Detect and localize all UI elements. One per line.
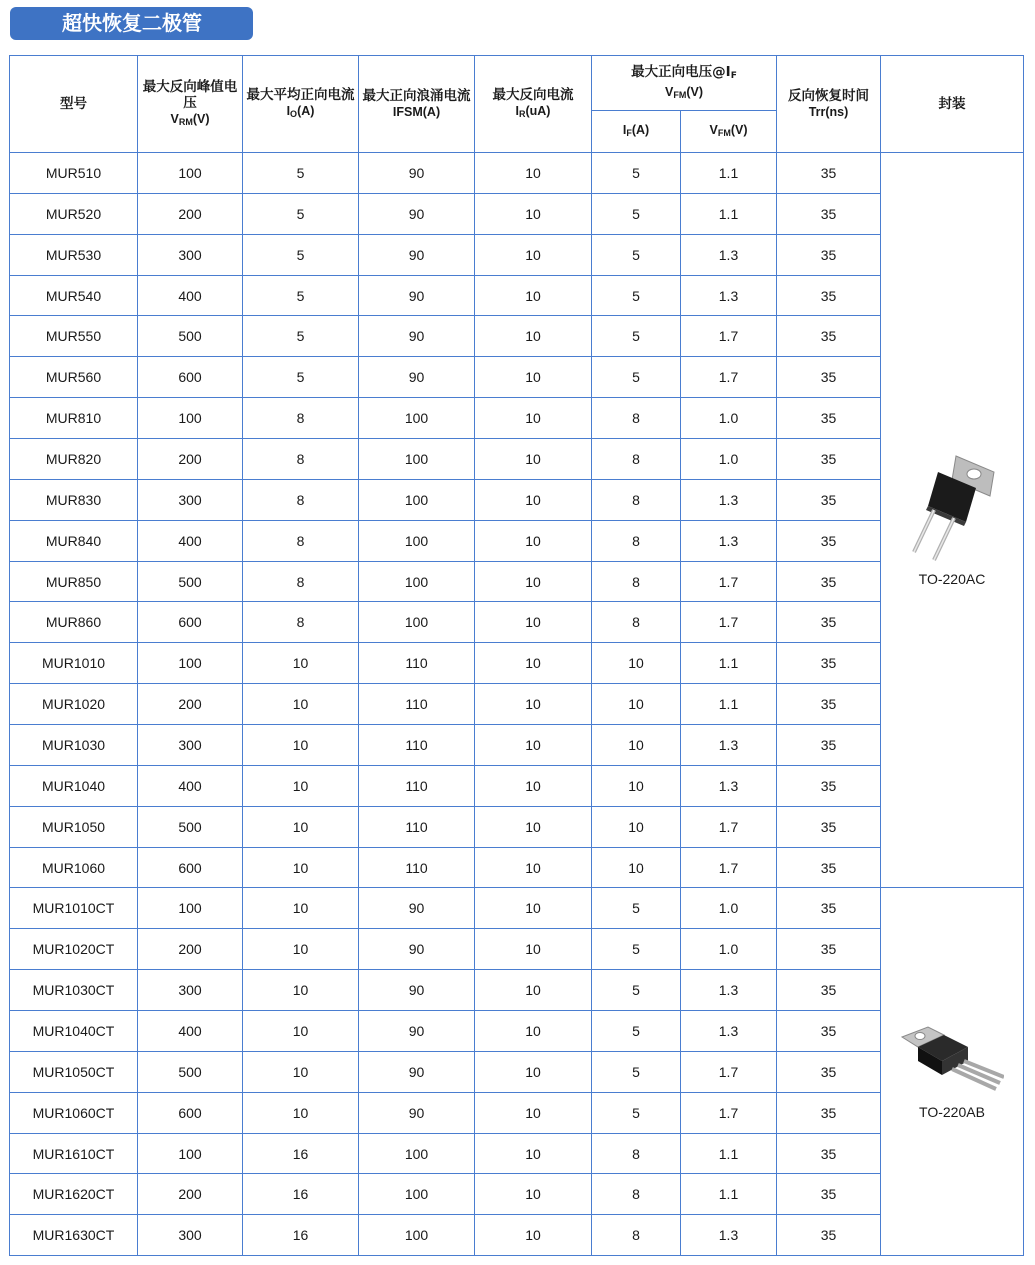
cell-ifsm: 90 <box>359 888 475 929</box>
cell-vrm: 400 <box>138 275 243 316</box>
cell-vf: 1.7 <box>681 1092 777 1133</box>
table-row <box>10 153 1024 194</box>
cell-ir: 10 <box>475 1174 592 1215</box>
cell-model: MUR1030 <box>10 725 138 766</box>
cell-io: 10 <box>243 1051 359 1092</box>
cell-ifsm: 110 <box>359 765 475 806</box>
cell-ir: 10 <box>475 1133 592 1174</box>
cell-model: MUR1620CT <box>10 1174 138 1215</box>
cell-ifsm: 90 <box>359 234 475 275</box>
cell-if: 10 <box>592 765 681 806</box>
cell-model: MUR1020 <box>10 684 138 725</box>
cell-if: 8 <box>592 398 681 439</box>
cell-io: 10 <box>243 643 359 684</box>
cell-ir: 10 <box>475 357 592 398</box>
cell-ifsm: 110 <box>359 847 475 888</box>
cell-vf: 1.0 <box>681 439 777 480</box>
spec-table-body <box>10 153 1024 1256</box>
cell-vf: 1.0 <box>681 888 777 929</box>
table-row <box>10 1092 1024 1133</box>
cell-io: 16 <box>243 1174 359 1215</box>
cell-if: 8 <box>592 561 681 602</box>
cell-if: 8 <box>592 1133 681 1174</box>
cell-if: 10 <box>592 806 681 847</box>
cell-vf: 1.7 <box>681 316 777 357</box>
cell-if: 8 <box>592 439 681 480</box>
cell-vrm: 100 <box>138 1133 243 1174</box>
cell-vrm: 500 <box>138 316 243 357</box>
table-row <box>10 439 1024 480</box>
cell-if: 10 <box>592 684 681 725</box>
cell-vf: 1.1 <box>681 684 777 725</box>
cell-if: 5 <box>592 970 681 1011</box>
cell-io: 8 <box>243 479 359 520</box>
cell-trr: 35 <box>777 888 881 929</box>
cell-ifsm: 100 <box>359 1215 475 1256</box>
cell-model: MUR830 <box>10 479 138 520</box>
cell-vrm: 300 <box>138 234 243 275</box>
cell-ifsm: 100 <box>359 602 475 643</box>
cell-io: 10 <box>243 1011 359 1052</box>
cell-vrm: 200 <box>138 439 243 480</box>
table-row <box>10 193 1024 234</box>
cell-trr: 35 <box>777 765 881 806</box>
cell-vrm: 400 <box>138 1011 243 1052</box>
cell-io: 5 <box>243 357 359 398</box>
cell-ir: 10 <box>475 1092 592 1133</box>
cell-io: 5 <box>243 193 359 234</box>
package-cell <box>881 888 1024 1256</box>
cell-if: 5 <box>592 1051 681 1092</box>
cell-io: 10 <box>243 888 359 929</box>
cell-model: MUR1050 <box>10 806 138 847</box>
cell-model: MUR840 <box>10 520 138 561</box>
cell-model: MUR1060 <box>10 847 138 888</box>
table-row <box>10 1051 1024 1092</box>
cell-vf: 1.3 <box>681 479 777 520</box>
cell-ir: 10 <box>475 929 592 970</box>
cell-trr: 35 <box>777 1133 881 1174</box>
cell-vf: 1.7 <box>681 357 777 398</box>
cell-io: 5 <box>243 234 359 275</box>
cell-vf: 1.0 <box>681 929 777 970</box>
cell-io: 8 <box>243 439 359 480</box>
cell-vf: 1.1 <box>681 1133 777 1174</box>
cell-vrm: 600 <box>138 847 243 888</box>
cell-vrm: 100 <box>138 888 243 929</box>
diode-spec-table <box>9 55 1024 1256</box>
cell-model: MUR530 <box>10 234 138 275</box>
cell-ifsm: 90 <box>359 1011 475 1052</box>
cell-if: 5 <box>592 316 681 357</box>
cell-model: MUR550 <box>10 316 138 357</box>
cell-ir: 10 <box>475 1215 592 1256</box>
cell-io: 5 <box>243 153 359 194</box>
header-vfm: 最大正向电压$@I_F$ $V_{FM}(V)$ <box>592 56 777 111</box>
cell-vrm: 200 <box>138 1174 243 1215</box>
cell-trr: 35 <box>777 479 881 520</box>
table-row <box>10 1133 1024 1174</box>
cell-vrm: 200 <box>138 193 243 234</box>
cell-trr: 35 <box>777 398 881 439</box>
cell-ifsm: 90 <box>359 929 475 970</box>
table-row <box>10 1011 1024 1052</box>
table-row <box>10 643 1024 684</box>
cell-ifsm: 100 <box>359 520 475 561</box>
cell-vrm: 100 <box>138 153 243 194</box>
cell-vf: 1.1 <box>681 1174 777 1215</box>
cell-io: 8 <box>243 520 359 561</box>
cell-model: MUR1610CT <box>10 1133 138 1174</box>
cell-trr: 35 <box>777 193 881 234</box>
cell-io: 10 <box>243 684 359 725</box>
cell-ifsm: 110 <box>359 643 475 684</box>
cell-io: 10 <box>243 847 359 888</box>
table-row <box>10 929 1024 970</box>
cell-ir: 10 <box>475 602 592 643</box>
header-ir: 最大反向电流 $I_R(uA)$ <box>475 56 592 153</box>
cell-io: 16 <box>243 1133 359 1174</box>
cell-vf: 1.3 <box>681 234 777 275</box>
table-row <box>10 398 1024 439</box>
table-row <box>10 479 1024 520</box>
cell-model: MUR810 <box>10 398 138 439</box>
cell-vf: 1.3 <box>681 275 777 316</box>
cell-ifsm: 90 <box>359 970 475 1011</box>
cell-trr: 35 <box>777 1215 881 1256</box>
table-row <box>10 275 1024 316</box>
header-ifsm: 最大正向浪涌电流 IFSM(A) <box>359 56 475 153</box>
cell-vrm: 600 <box>138 1092 243 1133</box>
cell-if: 8 <box>592 479 681 520</box>
cell-if: 5 <box>592 234 681 275</box>
table-row <box>10 847 1024 888</box>
cell-vf: 1.3 <box>681 1215 777 1256</box>
cell-vrm: 200 <box>138 929 243 970</box>
cell-if: 5 <box>592 357 681 398</box>
cell-ir: 10 <box>475 561 592 602</box>
cell-ir: 10 <box>475 479 592 520</box>
header-vrm: 最大反向峰值电压 $V_{RM}(V)$ <box>138 56 243 153</box>
cell-model: MUR1010 <box>10 643 138 684</box>
cell-ir: 10 <box>475 153 592 194</box>
cell-model: MUR510 <box>10 153 138 194</box>
cell-trr: 35 <box>777 602 881 643</box>
cell-if: 5 <box>592 275 681 316</box>
cell-model: MUR850 <box>10 561 138 602</box>
cell-io: 10 <box>243 929 359 970</box>
cell-ir: 10 <box>475 1051 592 1092</box>
cell-ir: 10 <box>475 888 592 929</box>
cell-ifsm: 100 <box>359 1133 475 1174</box>
cell-vrm: 400 <box>138 765 243 806</box>
cell-model: MUR1020CT <box>10 929 138 970</box>
cell-ifsm: 100 <box>359 1174 475 1215</box>
cell-vrm: 300 <box>138 725 243 766</box>
cell-ifsm: 90 <box>359 153 475 194</box>
cell-trr: 35 <box>777 1092 881 1133</box>
cell-ir: 10 <box>475 970 592 1011</box>
cell-model: MUR1050CT <box>10 1051 138 1092</box>
cell-io: 5 <box>243 316 359 357</box>
cell-vf: 1.7 <box>681 847 777 888</box>
cell-trr: 35 <box>777 970 881 1011</box>
cell-trr: 35 <box>777 847 881 888</box>
cell-io: 10 <box>243 725 359 766</box>
cell-io: 10 <box>243 806 359 847</box>
cell-model: MUR520 <box>10 193 138 234</box>
cell-model: MUR1040 <box>10 765 138 806</box>
cell-ifsm: 110 <box>359 806 475 847</box>
cell-vf: 1.1 <box>681 643 777 684</box>
table-row <box>10 234 1024 275</box>
cell-trr: 35 <box>777 316 881 357</box>
cell-vf: 1.7 <box>681 1051 777 1092</box>
table-row <box>10 520 1024 561</box>
cell-io: 10 <box>243 970 359 1011</box>
cell-trr: 35 <box>777 561 881 602</box>
table-row <box>10 1174 1024 1215</box>
table-row <box>10 316 1024 357</box>
cell-trr: 35 <box>777 1011 881 1052</box>
header-package: 封装 <box>881 56 1024 153</box>
cell-trr: 35 <box>777 643 881 684</box>
cell-vrm: 500 <box>138 1051 243 1092</box>
cell-ifsm: 110 <box>359 684 475 725</box>
cell-trr: 35 <box>777 153 881 194</box>
cell-model: MUR1030CT <box>10 970 138 1011</box>
cell-vf: 1.3 <box>681 1011 777 1052</box>
cell-ifsm: 90 <box>359 1092 475 1133</box>
cell-ifsm: 90 <box>359 316 475 357</box>
cell-ifsm: 100 <box>359 561 475 602</box>
table-row <box>10 561 1024 602</box>
cell-if: 5 <box>592 1092 681 1133</box>
to220ac-package-icon <box>904 454 1000 565</box>
cell-io: 16 <box>243 1215 359 1256</box>
package-label: TO-220AB <box>919 1104 985 1121</box>
cell-model: MUR860 <box>10 602 138 643</box>
table-row <box>10 1215 1024 1256</box>
cell-ir: 10 <box>475 193 592 234</box>
cell-model: MUR1060CT <box>10 1092 138 1133</box>
cell-vrm: 500 <box>138 806 243 847</box>
cell-model: MUR540 <box>10 275 138 316</box>
cell-trr: 35 <box>777 520 881 561</box>
cell-vrm: 500 <box>138 561 243 602</box>
cell-ir: 10 <box>475 439 592 480</box>
cell-io: 10 <box>243 1092 359 1133</box>
cell-trr: 35 <box>777 234 881 275</box>
cell-vf: 1.7 <box>681 561 777 602</box>
cell-vf: 1.7 <box>681 602 777 643</box>
cell-vrm: 300 <box>138 479 243 520</box>
cell-ifsm: 100 <box>359 479 475 520</box>
cell-trr: 35 <box>777 357 881 398</box>
to220ab-package-icon <box>900 1023 1004 1098</box>
cell-io: 8 <box>243 561 359 602</box>
cell-ifsm: 90 <box>359 357 475 398</box>
cell-if: 5 <box>592 153 681 194</box>
cell-if: 8 <box>592 1174 681 1215</box>
cell-vf: 1.1 <box>681 193 777 234</box>
table-row <box>10 684 1024 725</box>
cell-io: 8 <box>243 398 359 439</box>
cell-trr: 35 <box>777 1174 881 1215</box>
cell-vf: 1.3 <box>681 765 777 806</box>
cell-vf: 1.7 <box>681 806 777 847</box>
package-cell <box>881 153 1024 888</box>
cell-ir: 10 <box>475 316 592 357</box>
cell-if: 5 <box>592 888 681 929</box>
cell-model: MUR560 <box>10 357 138 398</box>
cell-model: MUR820 <box>10 439 138 480</box>
cell-trr: 35 <box>777 684 881 725</box>
cell-vf: 1.0 <box>681 398 777 439</box>
section-title: 超快恢复二极管 <box>10 7 253 40</box>
cell-ifsm: 100 <box>359 398 475 439</box>
cell-vrm: 300 <box>138 970 243 1011</box>
cell-trr: 35 <box>777 806 881 847</box>
cell-trr: 35 <box>777 439 881 480</box>
cell-ir: 10 <box>475 847 592 888</box>
cell-if: 5 <box>592 929 681 970</box>
cell-ir: 10 <box>475 725 592 766</box>
cell-ir: 10 <box>475 684 592 725</box>
cell-ifsm: 110 <box>359 725 475 766</box>
cell-trr: 35 <box>777 725 881 766</box>
header-trr: 反向恢复时间 Trr(ns) <box>777 56 881 153</box>
cell-vf: 1.3 <box>681 970 777 1011</box>
cell-ir: 10 <box>475 806 592 847</box>
cell-if: 8 <box>592 520 681 561</box>
table-row <box>10 765 1024 806</box>
cell-ifsm: 90 <box>359 275 475 316</box>
cell-if: 10 <box>592 643 681 684</box>
cell-vrm: 100 <box>138 398 243 439</box>
cell-vf: 1.3 <box>681 520 777 561</box>
cell-vrm: 600 <box>138 602 243 643</box>
cell-trr: 35 <box>777 929 881 970</box>
cell-model: MUR1040CT <box>10 1011 138 1052</box>
package-label: TO-220AC <box>918 570 986 587</box>
cell-if: 8 <box>592 1215 681 1256</box>
header-if: $I_F(A)$ <box>592 111 681 153</box>
cell-ir: 10 <box>475 398 592 439</box>
cell-vrm: 600 <box>138 357 243 398</box>
cell-trr: 35 <box>777 275 881 316</box>
cell-ir: 10 <box>475 234 592 275</box>
cell-if: 10 <box>592 847 681 888</box>
cell-io: 10 <box>243 765 359 806</box>
cell-ir: 10 <box>475 275 592 316</box>
table-row <box>10 725 1024 766</box>
cell-ifsm: 100 <box>359 439 475 480</box>
cell-if: 10 <box>592 725 681 766</box>
cell-ir: 10 <box>475 643 592 684</box>
header-vf: $V_{FM}(V)$ <box>681 111 777 153</box>
table-row <box>10 602 1024 643</box>
cell-if: 5 <box>592 1011 681 1052</box>
cell-vrm: 200 <box>138 684 243 725</box>
cell-ir: 10 <box>475 1011 592 1052</box>
table-row <box>10 357 1024 398</box>
cell-io: 5 <box>243 275 359 316</box>
cell-vrm: 300 <box>138 1215 243 1256</box>
cell-ifsm: 90 <box>359 193 475 234</box>
cell-ifsm: 90 <box>359 1051 475 1092</box>
header-io: 最大平均正向电流 $I_O(A)$ <box>243 56 359 153</box>
cell-model: MUR1630CT <box>10 1215 138 1256</box>
cell-io: 8 <box>243 602 359 643</box>
table-row <box>10 888 1024 929</box>
cell-ir: 10 <box>475 765 592 806</box>
cell-ir: 10 <box>475 520 592 561</box>
cell-vf: 1.3 <box>681 725 777 766</box>
table-row <box>10 970 1024 1011</box>
cell-if: 5 <box>592 193 681 234</box>
cell-if: 8 <box>592 602 681 643</box>
header-model: 型号 <box>10 56 138 153</box>
table-row <box>10 806 1024 847</box>
cell-vrm: 100 <box>138 643 243 684</box>
cell-vf: 1.1 <box>681 153 777 194</box>
cell-vrm: 400 <box>138 520 243 561</box>
cell-trr: 35 <box>777 1051 881 1092</box>
cell-model: MUR1010CT <box>10 888 138 929</box>
